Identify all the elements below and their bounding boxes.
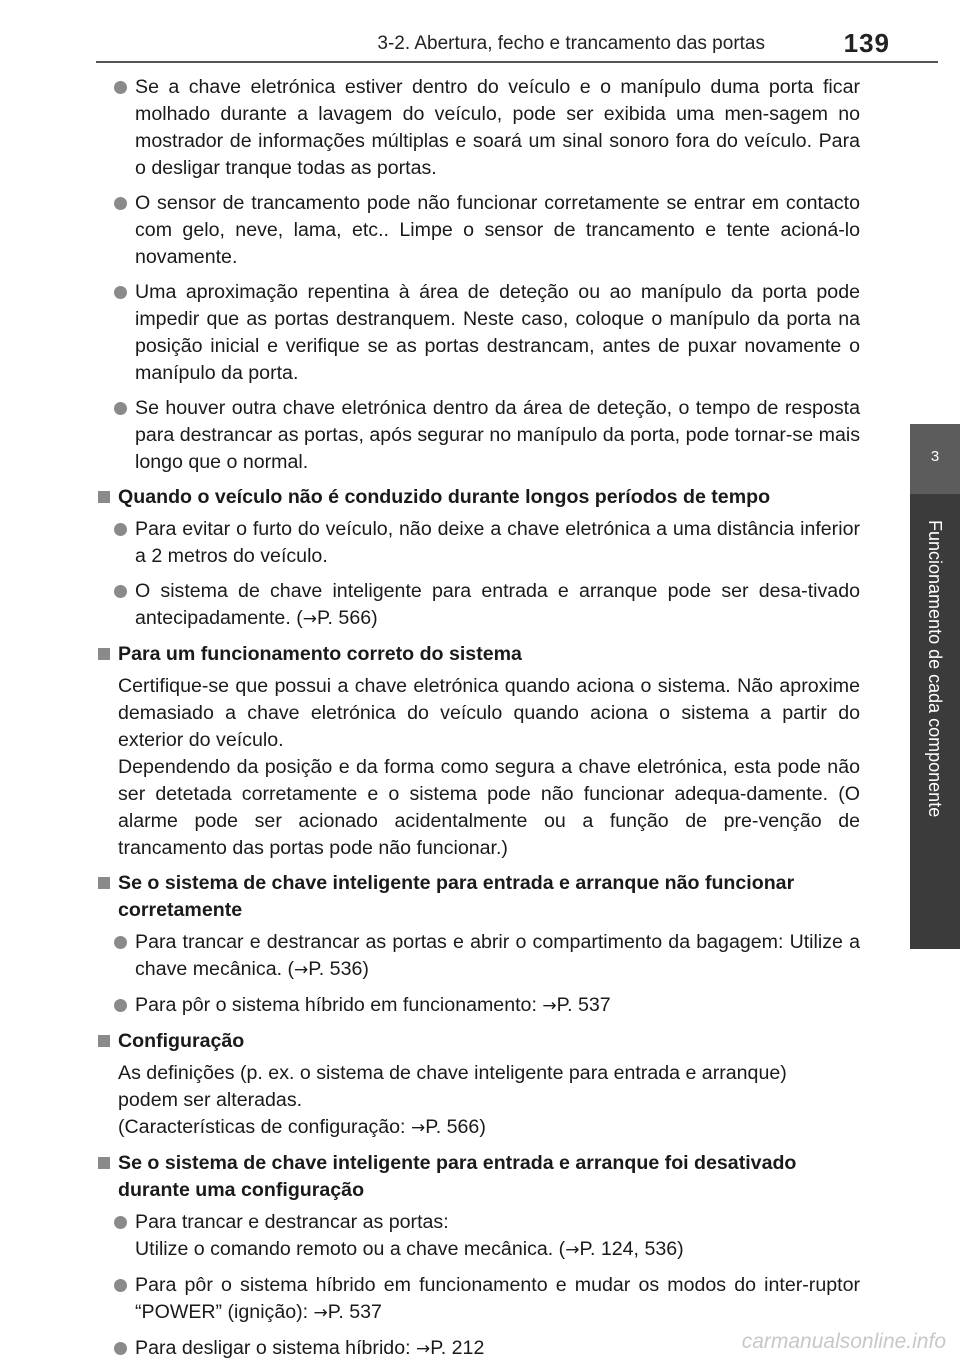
page-reference: P. 566) xyxy=(317,607,378,629)
bullet-text: Para pôr o sistema híbrido em funcionamento: xyxy=(135,994,543,1016)
bullet-icon xyxy=(114,936,127,949)
list-item xyxy=(97,190,860,271)
bullet-text: Para evitar o furto do veículo, não deixe a chave eletrónica a uma distância inferior a 2 metros do veículo. xyxy=(135,518,860,567)
page-reference: P. 537 xyxy=(327,1301,382,1323)
bullet-icon xyxy=(114,197,127,210)
bullet-icon xyxy=(114,286,127,299)
bullet-icon xyxy=(114,1342,127,1355)
heading-text: Se o sistema de chave inteligente para entrada e arranque foi desativado durante uma configuração xyxy=(118,1152,797,1201)
section-heading xyxy=(97,870,860,924)
bullet-text: Se houver outra chave eletrónica dentro da área de deteção, o tempo de resposta para destrancar as portas, após segurar no manípulo da porta, pode tornar-se mais longo que o normal. xyxy=(135,397,860,473)
arrow-right-icon: → xyxy=(410,1118,426,1138)
paragraph-text: (Características de configuração: xyxy=(118,1116,411,1138)
section-heading xyxy=(97,641,860,668)
header-divider xyxy=(96,61,938,63)
list-item xyxy=(97,74,860,182)
list-item xyxy=(97,1272,860,1327)
bullet-text: Para trancar e destrancar as portas: xyxy=(135,1211,449,1233)
paragraph-text: Certifique-se que possui a chave eletrónica quando aciona o sistema. Não aproxime demasiado a chave eletrónica do veículo quando aciona o sistema a partir do exterior do veículo. xyxy=(118,675,860,751)
chapter-number: 3 xyxy=(930,448,940,465)
heading-text: Quando o veículo não é conduzido durante longos períodos de tempo xyxy=(118,486,771,508)
heading-text: Configuração xyxy=(118,1030,245,1052)
watermark: carmanualsonline.info xyxy=(741,1330,946,1353)
paragraph-text: Dependendo da posição e da forma como segura a chave eletrónica, esta pode não ser detetada corretamente e o sistema pode não funcionar adequa-damente. (O alarme pode ser acionado acidentalmente ou a função de pre-venção de trancamento das portas pode não funcionar.) xyxy=(118,756,860,859)
bullet-text: Para desligar o sistema híbrido: xyxy=(135,1337,416,1359)
list-item xyxy=(97,992,860,1020)
heading-text: Para um funcionamento correto do sistema xyxy=(118,643,522,665)
paragraph xyxy=(97,673,860,862)
bullet-text: Se a chave eletrónica estiver dentro do veículo e o manípulo duma porta ficar molhado durante a lavagem do veículo, pode ser exibida uma men-sagem no mostrador de informações múltiplas e soará um sinal sonoro fora do veículo. Para o desligar tranque todas as portas. xyxy=(135,76,860,179)
list-item xyxy=(97,1209,860,1264)
square-bullet-icon xyxy=(98,1035,110,1047)
bullet-line xyxy=(135,1236,860,1264)
list-item xyxy=(97,279,860,387)
list-item xyxy=(97,516,860,570)
bullet-icon xyxy=(114,999,127,1012)
page-reference: P. 537 xyxy=(556,994,611,1016)
paragraph-text: As definições (p. ex. o sistema de chave inteligente para entrada e arranque) xyxy=(118,1062,787,1084)
chapter-label: Funcionamento de cada componente xyxy=(925,520,945,818)
bullet-icon xyxy=(114,1279,127,1292)
bullet-icon xyxy=(114,1216,127,1229)
bullet-text: O sistema de chave inteligente para entrada e arranque pode ser desa-tivado antecipadamente. ( xyxy=(135,580,860,629)
page-reference: P. 212 xyxy=(430,1337,485,1359)
chapter-tab xyxy=(910,424,960,494)
page-reference: P. 124, 536) xyxy=(579,1238,684,1260)
square-bullet-icon xyxy=(98,877,110,889)
list-item xyxy=(97,929,860,984)
bullet-icon xyxy=(114,523,127,536)
bullet-icon xyxy=(114,81,127,94)
paragraph-line xyxy=(118,1114,860,1142)
arrow-right-icon: → xyxy=(302,609,317,629)
bullet-text: Uma aproximação repentina à área de deteção ou ao manípulo da porta pode impedir que as portas destranquem. Neste caso, coloque o manípulo da porta na posição inicial e verifique se as portas destrancam, antes de puxar novamente o manípulo da porta. xyxy=(135,281,860,384)
arrow-right-icon: → xyxy=(415,1339,431,1359)
page-reference: P. 536) xyxy=(308,958,369,980)
section-heading xyxy=(97,1028,860,1055)
heading-text: Se o sistema de chave inteligente para entrada e arranque não funcionar corretamente xyxy=(118,872,795,921)
arrow-right-icon: → xyxy=(542,996,557,1016)
bullet-text: Utilize o comando remoto ou a chave mecânica. ( xyxy=(135,1238,566,1260)
section-heading xyxy=(97,484,860,511)
square-bullet-icon xyxy=(98,1157,110,1169)
bullet-text: Para pôr o sistema híbrido em funcionamento e mudar os modos do inter-ruptor “POWER” (ignição): xyxy=(135,1274,860,1323)
page-number: 139 xyxy=(843,28,890,58)
bullet-icon xyxy=(114,402,127,415)
page-header xyxy=(0,0,960,60)
paragraph xyxy=(97,1060,860,1142)
square-bullet-icon xyxy=(98,648,110,660)
arrow-right-icon: → xyxy=(294,960,309,980)
paragraph-text: podem ser alteradas. xyxy=(118,1089,303,1111)
bullet-text: Para trancar e destrancar as portas e abrir o compartimento da bagagem: Utilize a chave mecânica. ( xyxy=(135,931,860,980)
section-title: 3-2. Abertura, fecho e trancamento das portas xyxy=(377,33,765,54)
arrow-right-icon: → xyxy=(565,1240,580,1260)
section-heading xyxy=(97,1150,860,1204)
bullet-icon xyxy=(114,585,127,598)
page-reference: P. 566) xyxy=(425,1116,486,1138)
page-body xyxy=(97,74,860,1371)
square-bullet-icon xyxy=(98,491,110,503)
arrow-right-icon: → xyxy=(313,1303,328,1323)
bullet-text: O sensor de trancamento pode não funcionar corretamente se entrar em contacto com gelo, neve, lama, etc.. Limpe o sensor de trancamento e tente acioná-lo novamente. xyxy=(135,192,860,268)
list-item xyxy=(97,578,860,633)
list-item xyxy=(97,395,860,476)
